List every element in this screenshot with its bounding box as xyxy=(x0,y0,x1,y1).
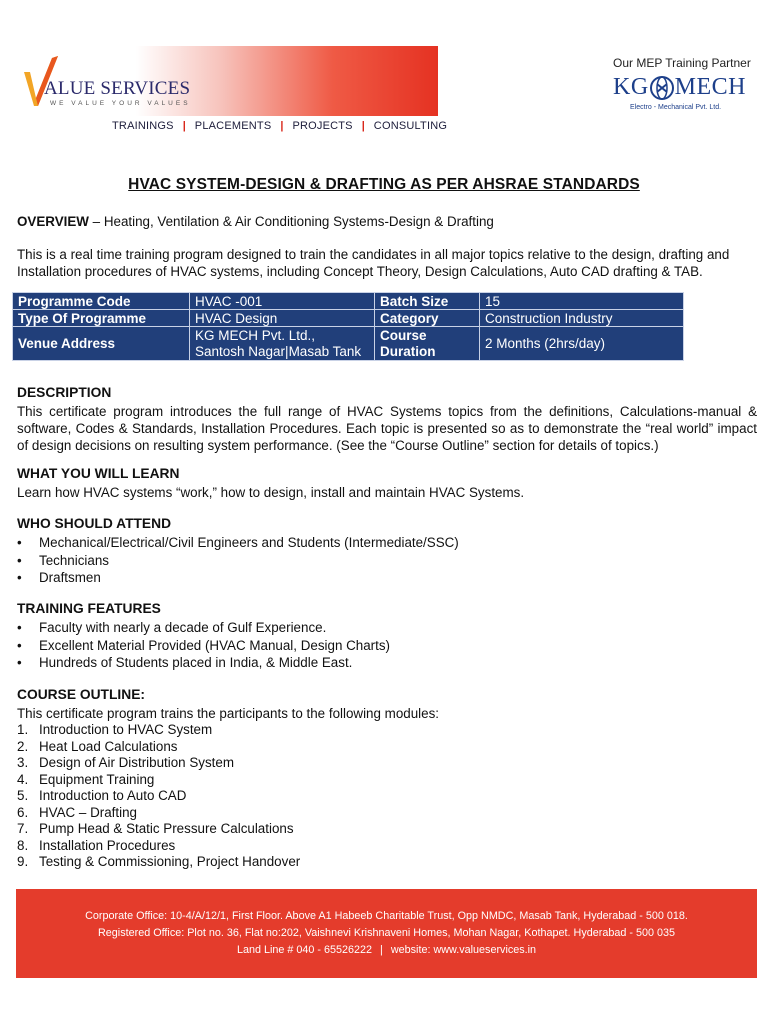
list-item: • Hundreds of Students placed in India, & Middle East. xyxy=(17,654,390,672)
batch-size-value: 15 xyxy=(480,293,684,310)
list-item: • Mechanical/Electrical/Civil Engineers and Students (Intermediate/SSC) xyxy=(17,534,459,552)
description-heading: DESCRIPTION xyxy=(17,385,112,400)
list-item: • Faculty with nearly a decade of Gulf Experience. xyxy=(17,619,390,637)
list-item: 5. Introduction to Auto CAD xyxy=(17,788,187,803)
nav-separator: | xyxy=(280,120,284,132)
list-item: 3. Design of Air Distribution System xyxy=(17,755,234,770)
partner-name-left: KG xyxy=(613,74,649,100)
overview-label: OVERVIEW xyxy=(17,214,89,229)
nav-projects[interactable]: PROJECTS xyxy=(292,120,353,132)
features-heading: TRAINING FEATURES xyxy=(17,601,161,616)
category-label: Category xyxy=(375,310,480,327)
value-services-logo xyxy=(22,54,191,114)
list-item: • Excellent Material Provided (HVAC Manual, Design Charts) xyxy=(17,637,390,655)
type-label: Type Of Programme xyxy=(13,310,190,327)
list-item: • Technicians xyxy=(17,552,459,570)
list-item: 8. Installation Procedures xyxy=(17,837,176,853)
kg-mech-logo xyxy=(613,74,746,101)
category-value: Construction Industry xyxy=(480,310,684,327)
attend-heading: WHO SHOULD ATTEND xyxy=(17,516,172,531)
batch-size-label: Batch Size xyxy=(375,293,480,310)
corporate-office: Corporate Office: 10-4/A/12/1, First Floor. Above A1 Habeeb Charitable Trust, Opp NMDC, Masab Tank, Hyderabad - 500 018. xyxy=(85,910,688,922)
outline-list xyxy=(17,722,300,871)
type-value: HVAC Design xyxy=(190,310,375,327)
intro-paragraph: This is a real time training program designed to train the candidates in all major topics relative to the design, drafting and Installation procedures of HVAC systems, including Concept Theory, Design Calculations, Auto CAD drafting & TAB. xyxy=(17,247,730,279)
partner-title: Our MEP Training Partner xyxy=(613,56,751,70)
venue-label: Venue Address xyxy=(13,327,190,361)
list-item: 7. Pump Head & Static Pressure Calculations xyxy=(17,821,294,836)
features-list xyxy=(17,619,390,672)
top-nav xyxy=(112,120,447,132)
learn-text: Learn how HVAC systems “work,” how to design, install and maintain HVAC Systems. xyxy=(17,485,525,500)
programme-code-value: HVAC -001 xyxy=(190,293,375,310)
list-item: 9. Testing & Commissioning, Project Handover xyxy=(17,854,301,869)
table-row xyxy=(13,327,684,361)
duration-label-line-2: Duration xyxy=(380,343,436,359)
table-row xyxy=(13,293,684,310)
duration-value: 2 Months (2hrs/day) xyxy=(480,327,684,361)
list-item: 2. Heat Load Calculations xyxy=(17,738,178,754)
venue-line-2: Santosh Nagar|Masab Tank xyxy=(195,343,362,359)
list-item: 1. Introduction to HVAC System xyxy=(17,722,213,737)
page-title: HVAC SYSTEM-DESIGN & DRAFTING AS PER AHSRAE STANDARDS xyxy=(128,176,640,193)
list-item: 6. HVAC – Drafting xyxy=(17,804,137,820)
venue-value xyxy=(190,327,375,361)
overview-text: – Heating, Ventilation & Air Conditioning Systems-Design & Drafting xyxy=(88,214,494,229)
footer-banner xyxy=(16,889,757,978)
learn-heading: WHAT YOU WILL LEARN xyxy=(17,466,180,481)
list-item: 4. Equipment Training xyxy=(17,771,155,787)
partner-subtitle: Electro - Mechanical Pvt. Ltd. xyxy=(630,104,722,111)
programme-code-label: Programme Code xyxy=(13,293,190,310)
duration-label-line-1: Course xyxy=(380,327,427,343)
outline-intro: This certificate program trains the participants to the following modules: xyxy=(17,706,440,721)
globe-icon xyxy=(649,75,675,101)
nav-consulting[interactable]: CONSULTING xyxy=(373,120,448,132)
nav-separator: | xyxy=(182,120,186,132)
brand-name: ALUE SERVICES xyxy=(44,78,191,99)
outline-heading: COURSE OUTLINE: xyxy=(17,687,146,702)
contact-line xyxy=(16,944,757,956)
nav-trainings[interactable]: TRAININGS xyxy=(112,120,174,132)
venue-line-1: KG MECH Pvt. Ltd., xyxy=(195,327,316,343)
website-link[interactable]: website: www.valueservices.in xyxy=(390,944,537,956)
overview-line xyxy=(17,213,759,230)
partner-name-right: MECH xyxy=(674,74,747,100)
registered-office: Registered Office: Plot no. 36, Flat no:202, Vaishnevi Krishnaveni Homes, Mohan Nagar, Kothapet. Hyderabad - 500 035 xyxy=(98,927,675,939)
nav-separator: | xyxy=(361,120,365,132)
description-text: This certificate program introduces the full range of HVAC Systems topics from the definitions, Calculations-manual & software, Codes & Standards, Installation Procedures. Each topic is presented so as to demonstrate the “real world” impact of design decisions on resulting system performance. (See the “Course Outline” section for details of topics.) xyxy=(17,404,757,453)
brand-tagline: WE VALUE YOUR VALUES xyxy=(50,100,191,107)
programme-info-table xyxy=(12,292,684,361)
attend-list xyxy=(17,534,459,587)
table-row xyxy=(13,310,684,327)
list-item: • Draftsmen xyxy=(17,569,459,587)
duration-label xyxy=(375,327,480,361)
landline: Land Line # 040 - 65526222 xyxy=(236,944,373,956)
footer-separator: | xyxy=(380,944,383,956)
nav-placements[interactable]: PLACEMENTS xyxy=(194,120,272,132)
